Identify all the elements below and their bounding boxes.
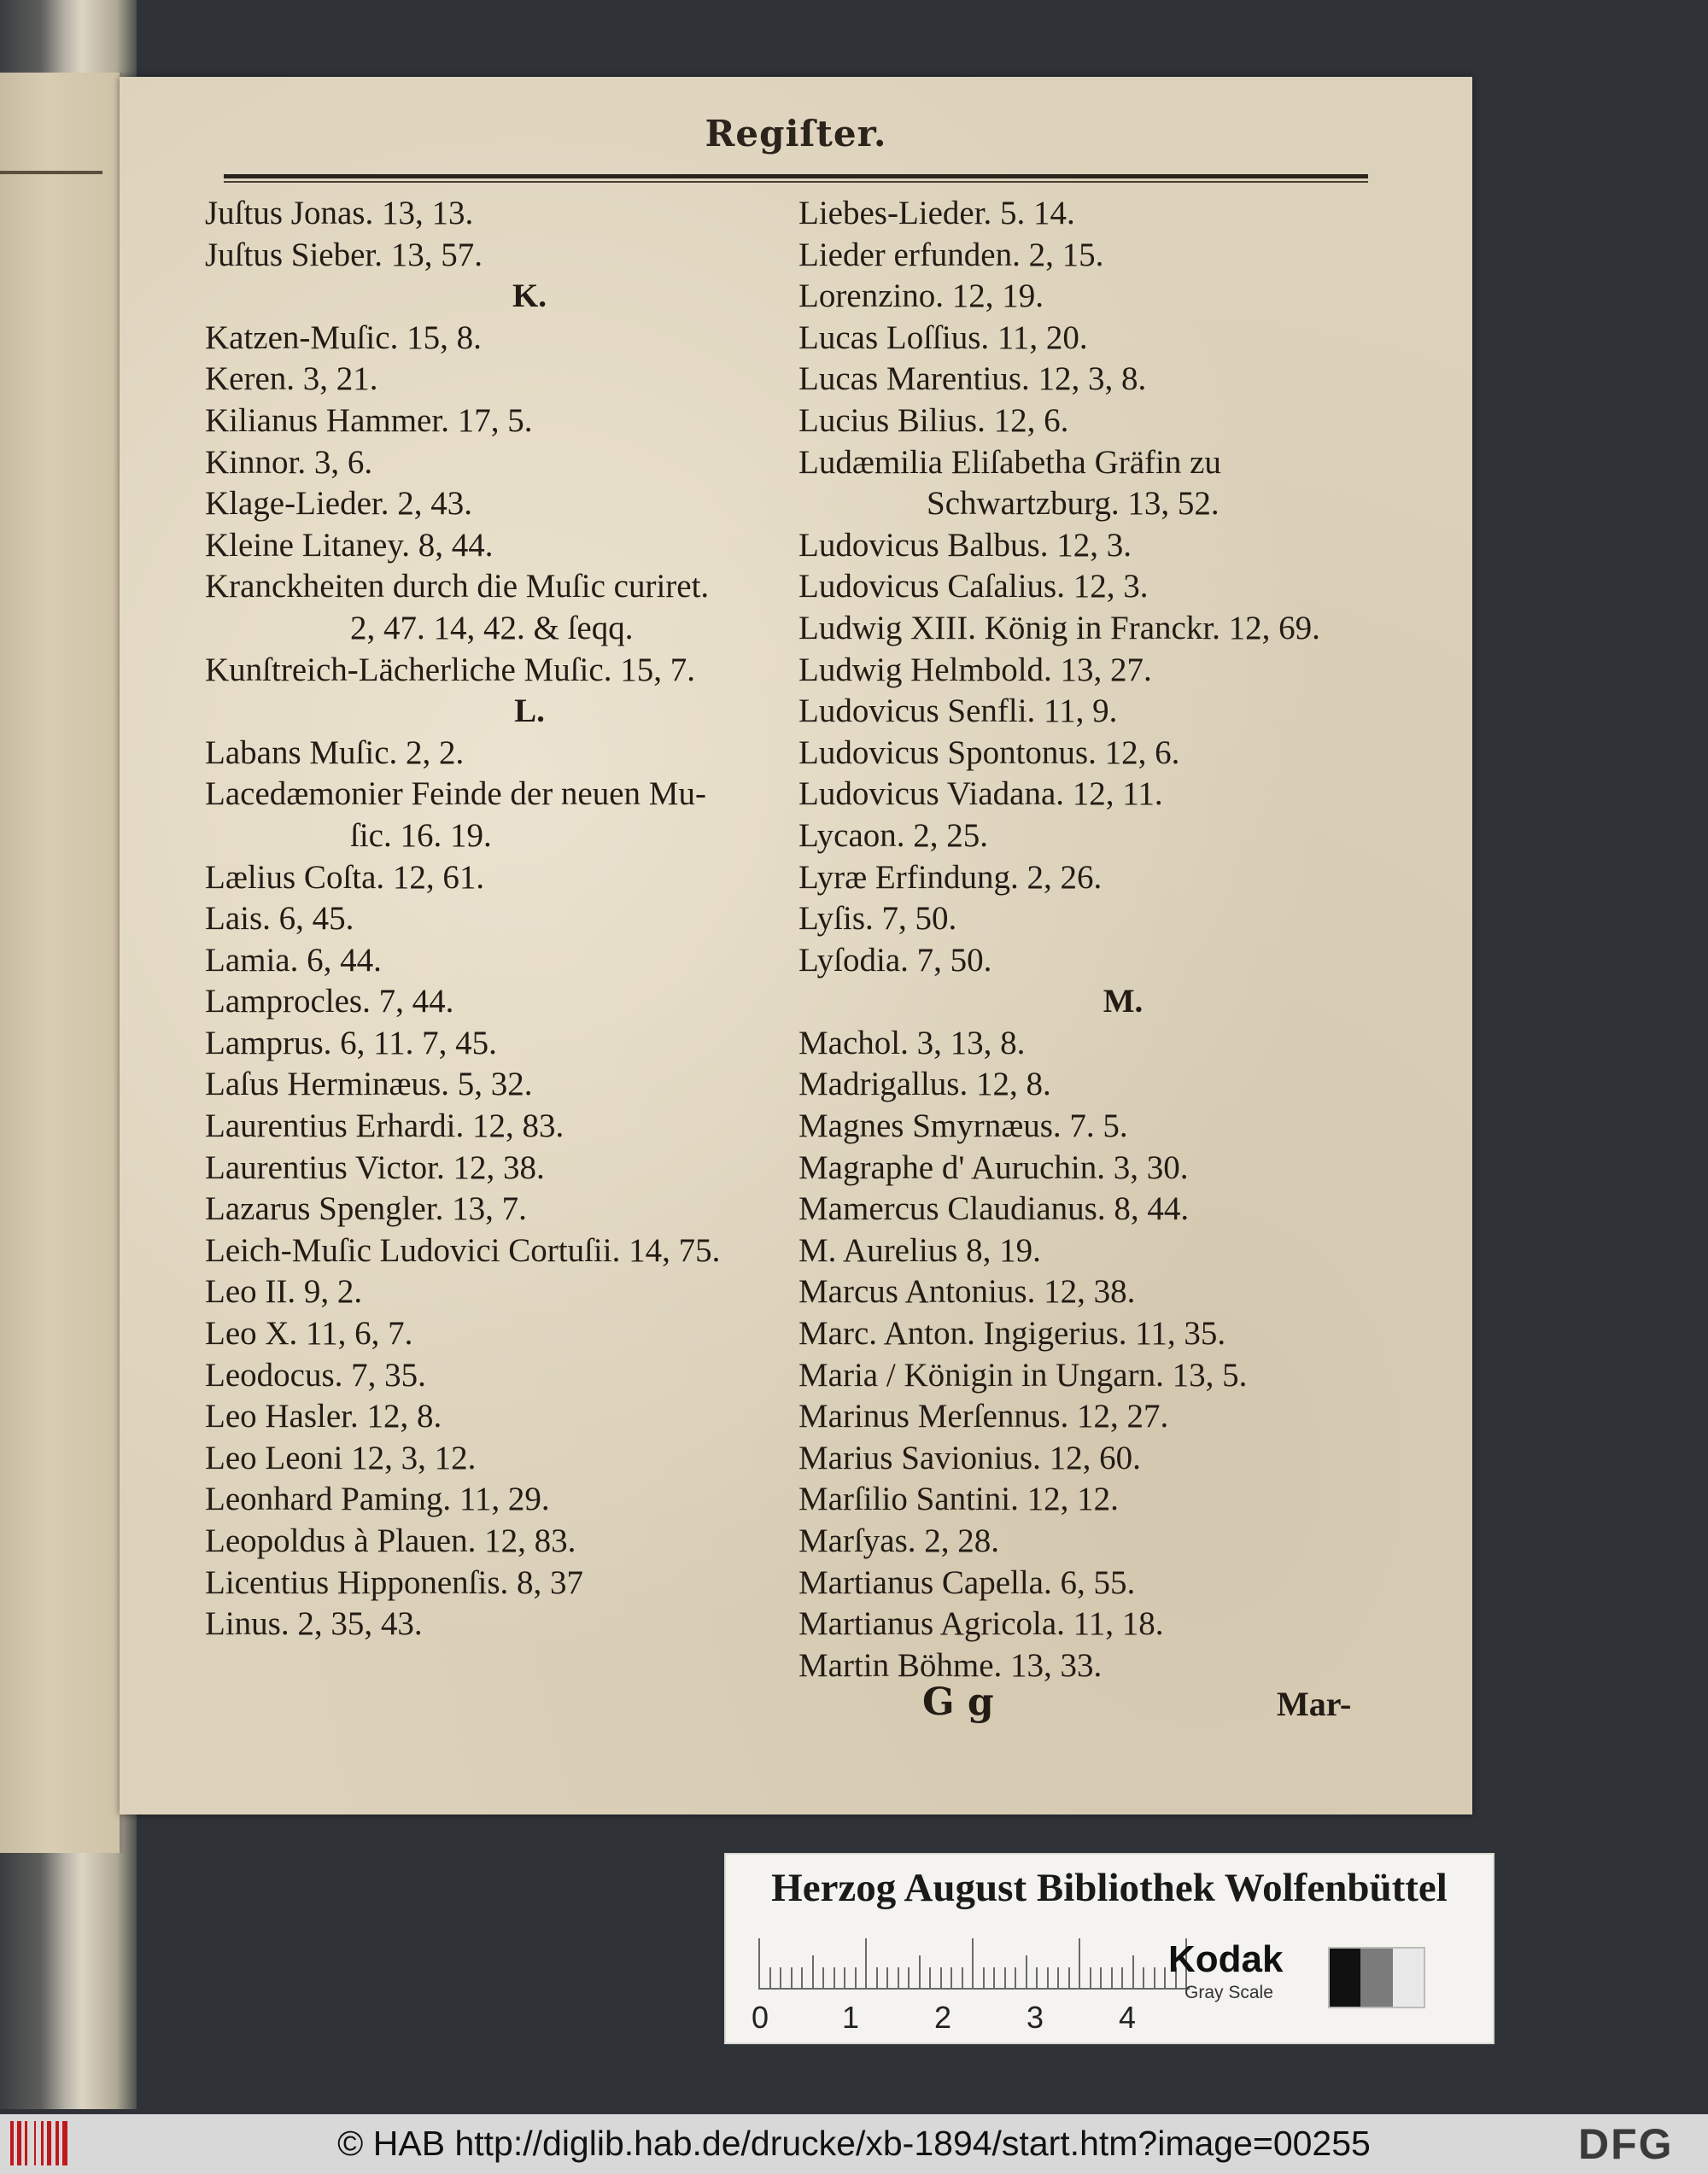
index-entry: Leo Hasler. 12, 8. xyxy=(205,1398,442,1435)
index-entry: Machol. 3, 13, 8. xyxy=(798,1024,1026,1061)
catchword: Mar- xyxy=(1277,1685,1352,1723)
index-entry: Lucius Bilius. 12, 6. xyxy=(798,401,1069,439)
index-entry: Kilianus Hammer. 17, 5. xyxy=(205,401,533,439)
ruler-tick xyxy=(962,1967,963,1990)
ruler-tick xyxy=(1068,1967,1070,1990)
index-entry: Labans Muſic. 2, 2. xyxy=(205,733,465,771)
index-entry: ſic. 16. 19. xyxy=(350,816,492,854)
library-title: Herzog August Bibliothek Wolfenbüttel xyxy=(771,1866,1448,1910)
ruler-tick xyxy=(908,1967,910,1990)
index-entry: Lamprocles. 7, 44. xyxy=(205,983,454,1020)
ruler-tick xyxy=(812,1955,814,1990)
gray-swatch xyxy=(1360,1949,1393,2007)
index-entry: Lyſodia. 7, 50. xyxy=(798,941,992,979)
ruler-tick xyxy=(855,1967,857,1990)
gray-swatch xyxy=(1393,1949,1424,2007)
ruler-tick xyxy=(972,1938,974,1990)
index-entry: Lyſis. 7, 50. xyxy=(798,900,957,938)
section-letter: M. xyxy=(1103,983,1144,1020)
index-entry: Lieder erfunden. 2, 15. xyxy=(798,236,1104,273)
index-entry: Ludæmilia Eliſabetha Gräfin zu xyxy=(798,443,1221,481)
index-entry: Liebes-Lieder. 5. 14. xyxy=(798,195,1075,231)
ruler-tick xyxy=(898,1967,899,1990)
index-entry: Klage-Lieder. 2, 43. xyxy=(205,485,472,523)
index-entry: Marſilio Santini. 12, 12. xyxy=(798,1481,1119,1518)
ruler-tick xyxy=(865,1938,867,1990)
previous-page-edge xyxy=(0,73,123,1853)
document-page xyxy=(120,77,1472,1815)
index-entry: Lorenzino. 12, 19. xyxy=(798,278,1044,315)
index-entry: Leodocus. 7, 35. xyxy=(205,1356,426,1394)
index-entry: Leo X. 11, 6, 7. xyxy=(205,1315,413,1353)
index-entry: Lais. 6, 45. xyxy=(205,900,354,938)
ruler-tick xyxy=(1154,1967,1155,1990)
left-column xyxy=(205,193,854,1645)
ruler-tick xyxy=(801,1967,803,1990)
index-entry: Ludovicus Spontonus. 12, 6. xyxy=(798,733,1180,771)
index-entry: Lamprus. 6, 11. 7, 45. xyxy=(205,1024,497,1061)
index-entry: Ludovicus Balbus. 12, 3. xyxy=(798,526,1132,564)
index-entry: Lamia. 6, 44. xyxy=(205,941,382,979)
footer-copyright: © HAB http://diglib.hab.de/drucke/xb-1894/start.htm?image=00255 xyxy=(337,2124,1371,2163)
index-entry: Martin Böhme. 13, 33. xyxy=(798,1646,1103,1684)
ruler-tick xyxy=(951,1967,952,1990)
kodak-logo: Kodak xyxy=(1168,1938,1284,1980)
index-entry: Kranckheiten durch die Muſic curiret. xyxy=(205,568,710,605)
ruler-tick xyxy=(780,1967,781,1990)
index-entry: Martianus Agricola. 11, 18. xyxy=(798,1605,1164,1643)
ruler-tick xyxy=(940,1967,942,1990)
index-entry: Leopoldus à Plauen. 12, 83. xyxy=(205,1522,576,1559)
ruler-number: 2 xyxy=(934,2000,952,2035)
ruler-tick xyxy=(769,1967,771,1990)
dfg-logo: DFG xyxy=(1578,2120,1674,2168)
index-entry: Lacedæmonier Feinde der neuen Mu- xyxy=(205,775,706,813)
ruler-tick xyxy=(822,1967,824,1990)
section-letter: K. xyxy=(512,278,547,315)
index-entry: Leich-Muſic Ludovici Cortuſii. 14, 75. xyxy=(205,1231,721,1269)
index-entry: Juſtus Jonas. 13, 13. xyxy=(205,195,474,231)
index-entry: Kinnor. 3, 6. xyxy=(205,443,373,481)
gray-swatch xyxy=(1330,1949,1360,2007)
ruler-tick xyxy=(1132,1955,1134,1990)
color-scale-card xyxy=(724,1853,1494,2044)
signature-mark: G g xyxy=(922,1680,994,1724)
ruler-tick xyxy=(983,1967,985,1990)
ruler-tick xyxy=(1004,1967,1006,1990)
ruler-tick xyxy=(1026,1955,1027,1990)
index-entry: Linus. 2, 35, 43. xyxy=(205,1605,423,1643)
index-entry: Lazarus Spengler. 13, 7. xyxy=(205,1190,527,1228)
index-entry: Ludovicus Caſalius. 12, 3. xyxy=(798,568,1149,605)
index-entry: Marc. Anton. Ingigerius. 11, 35. xyxy=(798,1315,1226,1353)
index-entry: Madrigallus. 12, 8. xyxy=(798,1066,1051,1103)
ruler-tick xyxy=(1047,1967,1049,1990)
index-entry: Leo Leoni 12, 3, 12. xyxy=(205,1439,477,1476)
ruler-number: 1 xyxy=(842,2000,860,2035)
ruler-tick xyxy=(1036,1967,1038,1990)
index-entry: Lyræ Erfindung. 2, 26. xyxy=(798,858,1103,896)
ruler-number: 3 xyxy=(1027,2000,1044,2035)
index-entry: Ludovicus Viadana. 12, 11. xyxy=(798,775,1163,813)
index-entry: Magraphe d' Auruchin. 3, 30. xyxy=(798,1148,1189,1186)
index-entry: 2, 47. 14, 42. & ſeqq. xyxy=(350,609,634,646)
index-entry: Laurentius Victor. 12, 38. xyxy=(205,1148,545,1186)
section-letter: L. xyxy=(514,693,545,730)
ruler-scale xyxy=(758,1938,1190,1990)
index-entry: Marſyas. 2, 28. xyxy=(798,1522,1000,1559)
ruler-tick xyxy=(929,1967,931,1990)
index-entry: Leonhard Paming. 11, 29. xyxy=(205,1481,550,1518)
index-entry: Juſtus Sieber. 13, 57. xyxy=(205,236,483,273)
ruler-tick xyxy=(1090,1967,1091,1990)
index-entry: Maria / Königin in Ungarn. 13, 5. xyxy=(798,1356,1248,1394)
ruler-tick xyxy=(1164,1967,1166,1990)
index-entry: Kleine Litaney. 8, 44. xyxy=(205,526,494,564)
index-entry: Licentius Hipponenſis. 8, 37 xyxy=(205,1563,584,1601)
ruler-tick xyxy=(1015,1967,1016,1990)
ruler-tick xyxy=(1143,1967,1144,1990)
gray-swatches xyxy=(1328,1947,1425,2008)
index-entry: M. Aurelius 8, 19. xyxy=(798,1231,1041,1269)
ruler-tick xyxy=(919,1955,921,1990)
ruler-tick xyxy=(993,1967,995,1990)
index-entry: Lælius Coſta. 12, 61. xyxy=(205,858,485,896)
index-entry: Lucas Loſſius. 11, 20. xyxy=(798,319,1088,356)
index-entry: Ludwig XIII. König in Franckr. 12, 69. xyxy=(798,609,1320,646)
ruler-tick xyxy=(758,1938,760,1990)
ruler-tick xyxy=(1079,1938,1080,1990)
index-entry: Marinus Merſennus. 12, 27. xyxy=(798,1398,1169,1435)
previous-page-rule xyxy=(0,171,102,174)
index-entry: Magnes Smyrnæus. 7. 5. xyxy=(798,1107,1128,1145)
index-entry: Marius Savionius. 12, 60. xyxy=(798,1439,1141,1476)
index-entry: Leo II. 9, 2. xyxy=(205,1273,363,1311)
ruler-tick xyxy=(844,1967,845,1990)
ruler-number: 0 xyxy=(752,2000,769,2035)
page-header: Regiſter. xyxy=(705,113,887,155)
index-entry: Kunſtreich-Lächerliche Muſic. 15, 7. xyxy=(205,651,695,688)
index-entry: Martianus Capella. 6, 55. xyxy=(798,1563,1136,1601)
ruler-tick xyxy=(1121,1967,1123,1990)
index-entry: Mamercus Claudianus. 8, 44. xyxy=(798,1190,1190,1228)
index-entry: Lucas Marentius. 12, 3, 8. xyxy=(798,360,1147,398)
header-rule xyxy=(224,174,1368,178)
ruler-tick xyxy=(1057,1967,1059,1990)
index-entry: Schwartzburg. 13, 52. xyxy=(927,485,1220,523)
index-entry: Laſus Herminæus. 5, 32. xyxy=(205,1066,533,1103)
ruler-number: 4 xyxy=(1119,2000,1137,2035)
ruler-tick xyxy=(1100,1967,1102,1990)
index-entry: Lycaon. 2, 25. xyxy=(798,816,989,854)
index-entry: Marcus Antonius. 12, 38. xyxy=(798,1273,1136,1311)
ruler-tick xyxy=(791,1967,793,1990)
header-rule-thin xyxy=(224,181,1368,183)
ruler-tick xyxy=(876,1967,878,1990)
ruler-tick xyxy=(834,1967,835,1990)
ruler-tick xyxy=(886,1967,888,1990)
index-entry: Laurentius Erhardi. 12, 83. xyxy=(205,1107,564,1145)
gray-scale-label: Gray Scale xyxy=(1184,1983,1273,2002)
index-entry: Katzen-Muſic. 15, 8. xyxy=(205,319,482,356)
index-entry: Ludwig Helmbold. 13, 27. xyxy=(798,651,1152,688)
index-entry: Keren. 3, 21. xyxy=(205,360,378,398)
index-entry: Ludovicus Senfli. 11, 9. xyxy=(798,693,1118,730)
right-column xyxy=(798,193,1448,1686)
ruler-tick xyxy=(1111,1967,1113,1990)
